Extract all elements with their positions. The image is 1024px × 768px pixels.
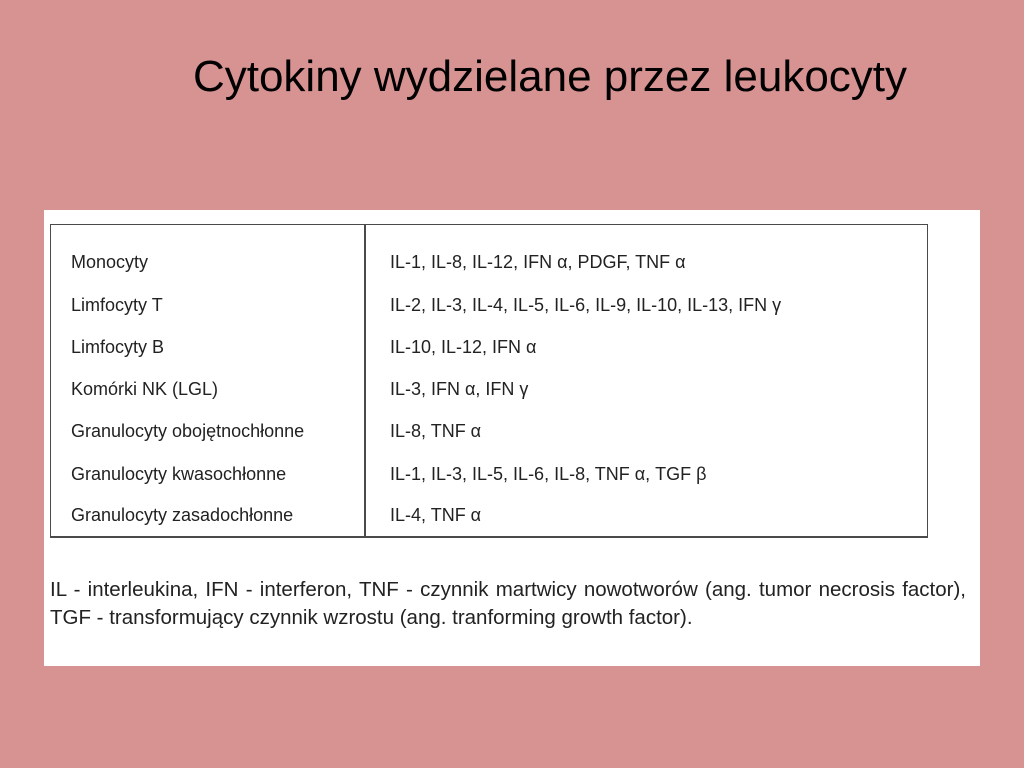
cytokine-table xyxy=(50,224,928,538)
slide-title: Cytokiny wydzielane przez leukocyty xyxy=(192,52,908,101)
cell-type: Granulocyty kwasochłonne xyxy=(71,464,287,484)
table-row xyxy=(51,421,927,449)
table-row xyxy=(51,505,927,533)
table-row xyxy=(51,337,927,365)
cytokine-list: IL-10, IL-12, IFN α xyxy=(390,337,537,357)
cytokine-list: IL-4, TNF α xyxy=(390,505,482,525)
table-row xyxy=(51,295,927,323)
table-panel xyxy=(44,210,980,666)
cytokine-list: IL-3, IFN α, IFN γ xyxy=(390,379,529,399)
cell-type: Komórki NK (LGL) xyxy=(71,379,219,399)
cell-type: Monocyty xyxy=(71,252,149,272)
table-row xyxy=(51,379,927,407)
cell-type: Limfocyty T xyxy=(71,295,163,315)
cytokine-list: IL-1, IL-8, IL-12, IFN α, PDGF, TNF α xyxy=(390,252,686,272)
cell-type: Limfocyty B xyxy=(71,337,165,357)
table-row xyxy=(51,252,927,280)
cytokine-list: IL-2, IL-3, IL-4, IL-5, IL-6, IL-9, IL-10, IL-13, IFN γ xyxy=(390,295,782,315)
cytokine-list: IL-1, IL-3, IL-5, IL-6, IL-8, TNF α, TGF β xyxy=(390,464,707,484)
cytokine-list: IL-8, TNF α xyxy=(390,421,482,441)
cell-type: Granulocyty obojętnochłonne xyxy=(71,421,305,441)
table-row xyxy=(51,464,927,492)
cell-type: Granulocyty zasadochłonne xyxy=(71,505,294,525)
footnote: IL - interleukina, IFN - interferon, TNF - czynnik martwicy nowotworów (ang. tumor necrosis factor), TGF - transformujący czynnik wzrostu (ang. tranforming growth factor). xyxy=(50,578,966,629)
